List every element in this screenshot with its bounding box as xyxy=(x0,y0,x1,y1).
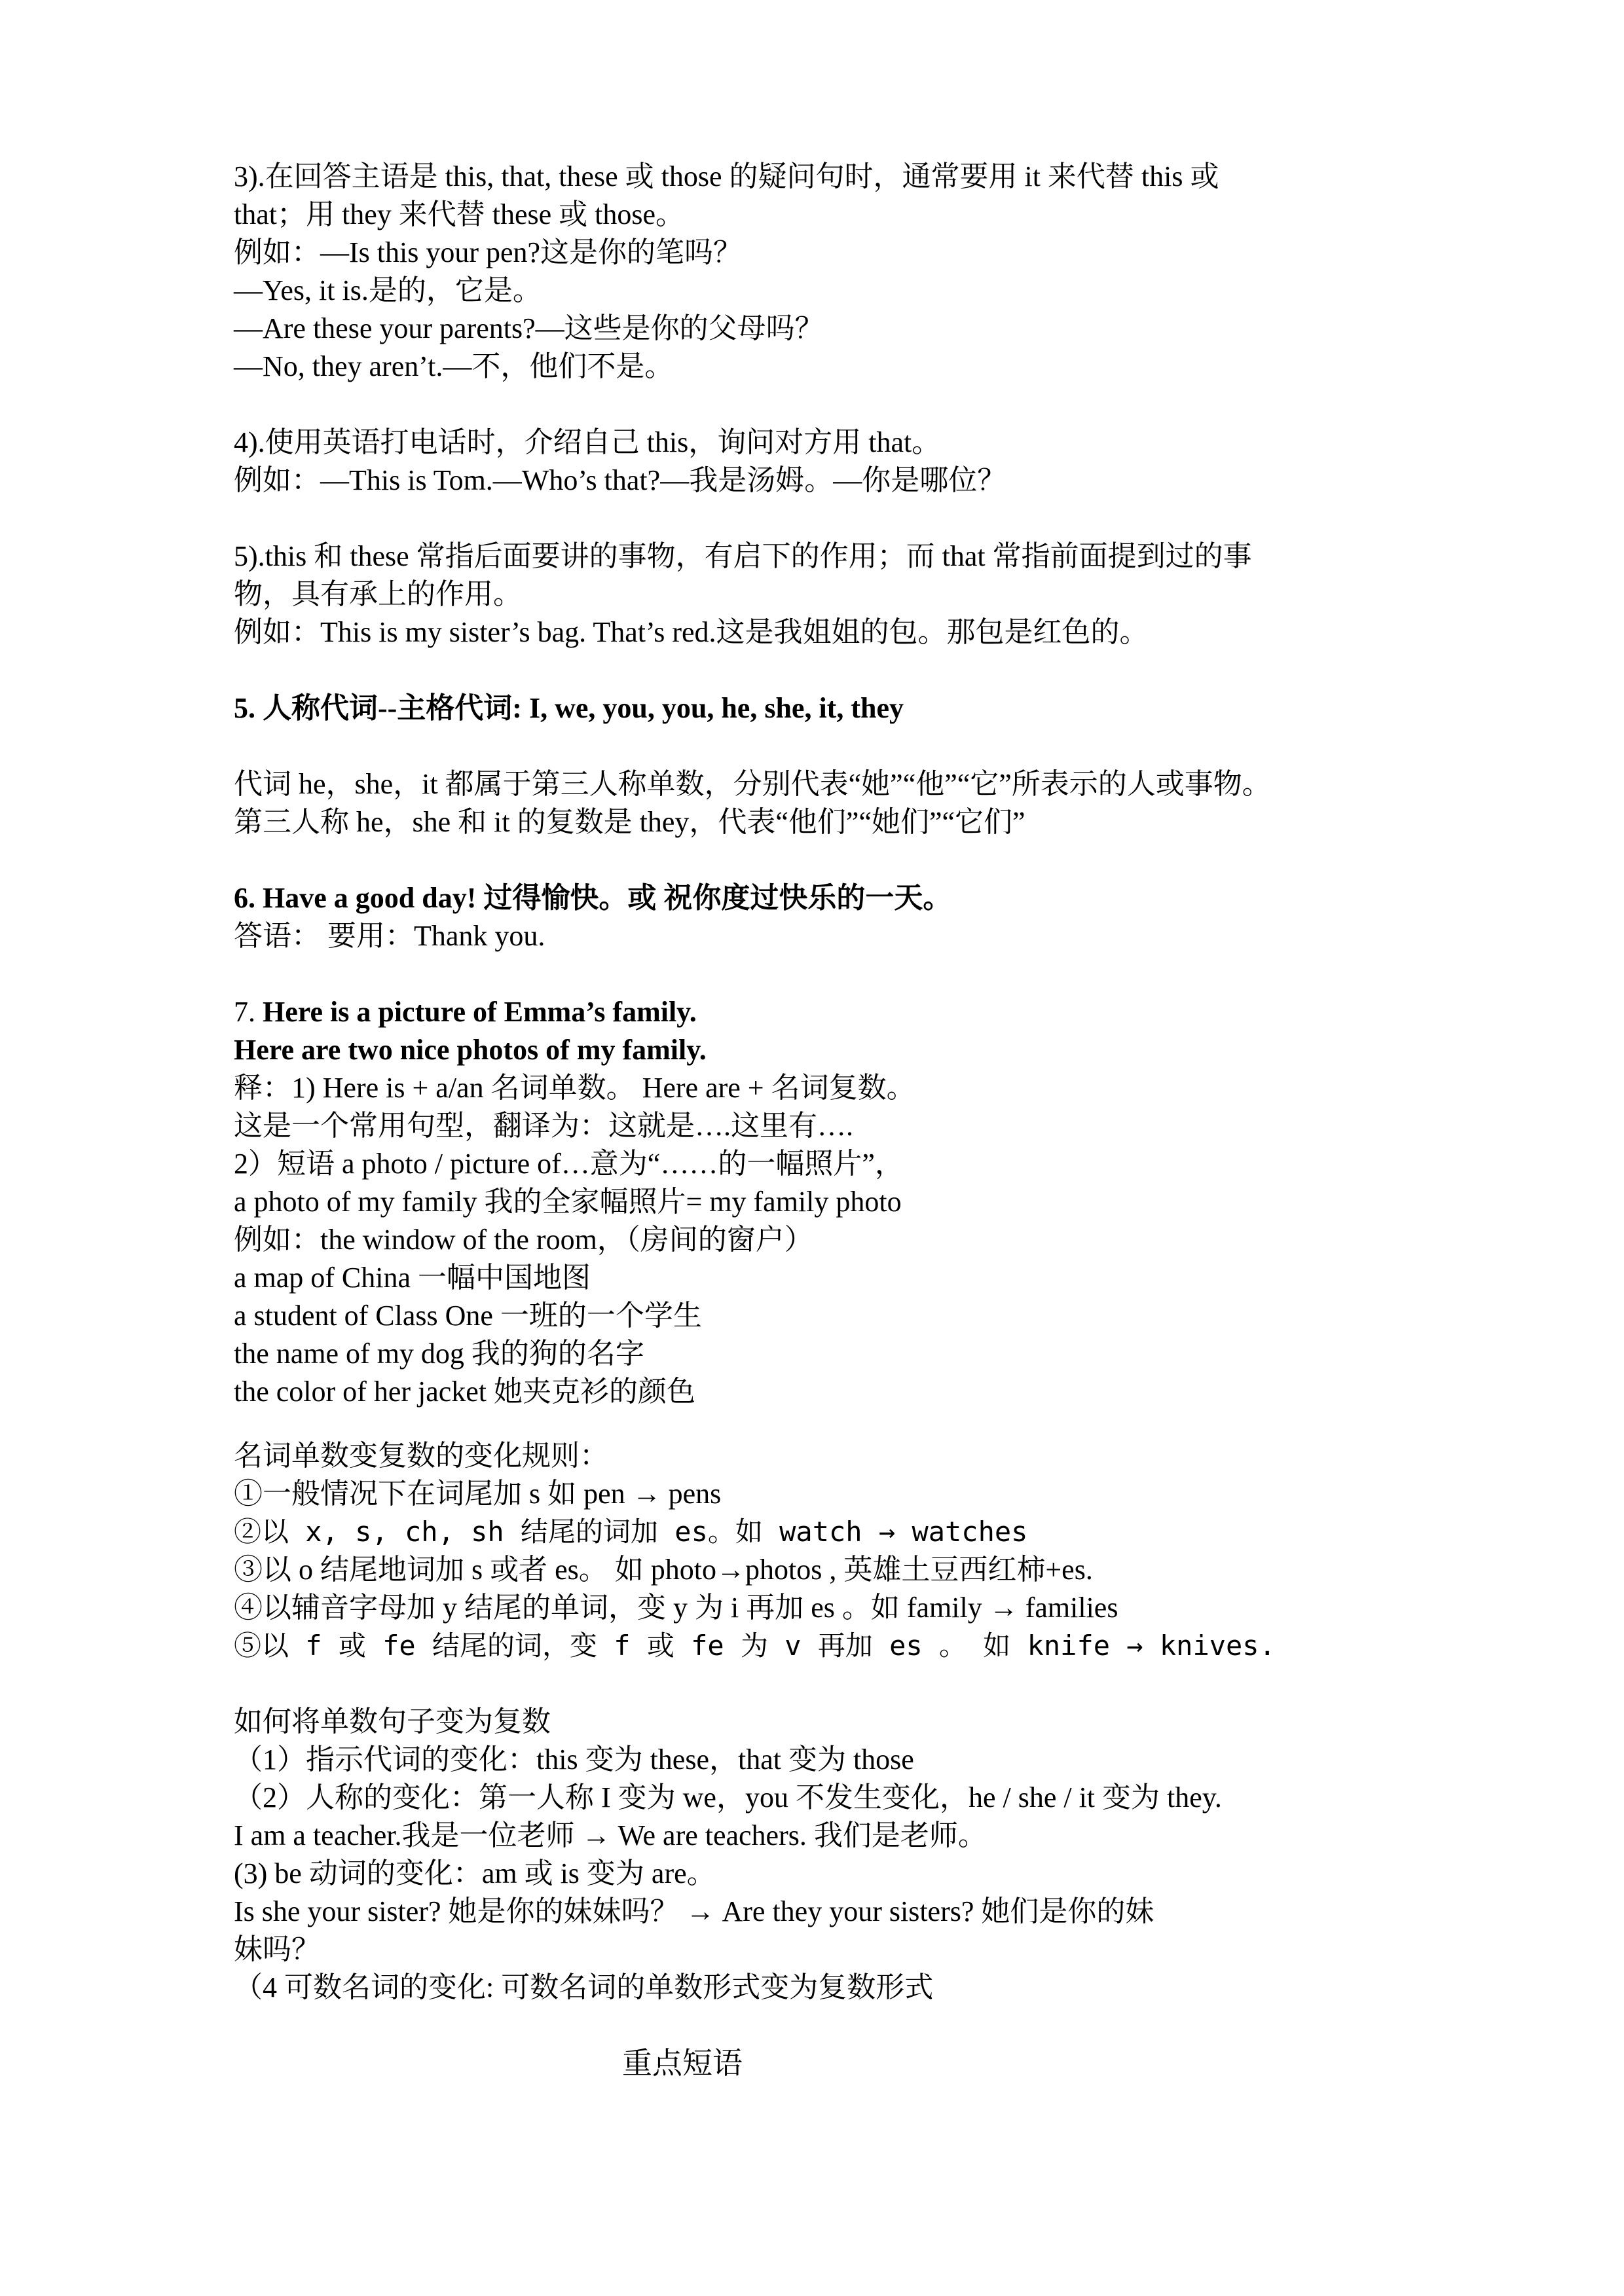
text-line: a student of Class One 一班的一个学生 xyxy=(234,1300,702,1332)
text-line: 例如：the window of the room，（房间的窗户） xyxy=(234,1224,813,1256)
text-line: a photo of my family 我的全家幅照片= my family photo xyxy=(234,1186,902,1218)
text-line: the color of her jacket 她夹克衫的颜色 xyxy=(234,1376,696,1408)
text-line: that；用 they 来代替 these 或 those。 xyxy=(234,198,685,230)
text-line: I am a teacher.我是一位老师 → We are teachers. 我们是老师。 xyxy=(234,1819,987,1851)
text-line: (3) be 动词的变化：am 或 is 变为 are。 xyxy=(234,1857,716,1889)
example-sentence: Here are two nice photos of my family. xyxy=(234,1034,707,1066)
text-line: 释：1) Here is + a/an 名词单数。 Here are + 名词复数。 xyxy=(234,1072,915,1104)
text-line: 这是一个常用句型，翻译为：这就是….这里有…. xyxy=(234,1110,853,1142)
text-line: 5).this 和 these 常指后面要讲的事物，有启下的作用；而 that 常指前面提到过的事 xyxy=(234,540,1252,572)
text-line: 例如：—Is this your pen?这是你的笔吗？ xyxy=(234,236,743,268)
text-line: 答语： 要用：Thank you. xyxy=(234,920,545,952)
text-line: 物，具有承上的作用。 xyxy=(234,578,522,610)
text-line: 2）短语 a photo / picture of…意为“……的一幅照片”， xyxy=(234,1148,904,1180)
rule-item: ⑤以 f 或 fe 结尾的词，变 f 或 fe 为 v 再加 es 。 如 knife → knives. xyxy=(234,1630,1276,1662)
rule-heading: 名词单数变复数的变化规则： xyxy=(234,1440,608,1472)
text-line: 3).在回答主语是 this, that, these 或 those 的疑问句时，通常要用 it 来代替 this 或 xyxy=(234,160,1219,192)
text-line: the name of my dog 我的狗的名字 xyxy=(234,1338,644,1370)
example-sentence: Here is a picture of Emma’s family. xyxy=(263,996,697,1028)
section-heading: 6. Have a good day! 过得愉快。或 祝你度过快乐的一天。 xyxy=(234,882,952,914)
text-line: （4 可数名词的变化: 可数名词的单数形式变为复数形式 xyxy=(234,1971,934,2003)
text-line: 妹吗？ xyxy=(234,1933,320,1965)
rule-item: ②以 x, s, ch, sh 结尾的词加 es。如 watch → watches xyxy=(234,1516,1028,1548)
text-line: 代词 he，she，it 都属于第三人称单数，分别代表“她”“他”“它”所表示的人或事物。 xyxy=(234,768,1271,800)
text-line: —Are these your parents?—这些是你的父母吗？ xyxy=(234,312,824,344)
rule-item: ④以辅音字母加 y 结尾的单词，变 y 为 i 再加 es 。如 family → families xyxy=(234,1592,1118,1624)
text-line: Is she your sister? 她是你的妹妹吗？ → Are they your sisters? 她们是你的妹 xyxy=(234,1895,1154,1927)
text-line: 4).使用英语打电话时，介绍自己 this，询问对方用 that。 xyxy=(234,426,941,458)
text-line: （1）指示代词的变化：this 变为 these，that 变为 those xyxy=(234,1743,914,1776)
text-line: （2）人称的变化：第一人称 I 变为 we，you 不发生变化，he / she / it 变为 they. xyxy=(234,1781,1222,1813)
text-line: a map of China 一幅中国地图 xyxy=(234,1262,591,1294)
section-heading: 5. 人称代词--主格代词: I, we, you, you, he, she, it, they xyxy=(234,692,904,724)
text-line: 第三人称 he，she 和 it 的复数是 they，代表“他们”“她们”“它们” xyxy=(234,806,1025,838)
text-line: —No, they aren’t.—不，他们不是。 xyxy=(234,350,674,382)
section-title: 重点短语 xyxy=(622,2047,743,2080)
rule-item: ③以 o 结尾地词加 s 或者 es。 如 photo→photos , 英雄土豆西红柿+es. xyxy=(234,1554,1093,1586)
rule-heading: 如何将单数句子变为复数 xyxy=(234,1705,551,1738)
rule-item: ①一般情况下在词尾加 s 如 pen → pens xyxy=(234,1478,722,1510)
section-number: 7. xyxy=(234,996,263,1028)
text-line: —Yes, it is.是的，它是。 xyxy=(234,274,542,306)
text-line: 例如：This is my sister’s bag. That’s red.这是我姐姐的包。那包是红色的。 xyxy=(234,616,1149,648)
text-line: 例如：—This is Tom.—Who’s that?—我是汤姆。—你是哪位？ xyxy=(234,464,1006,496)
section-heading xyxy=(234,994,697,1030)
